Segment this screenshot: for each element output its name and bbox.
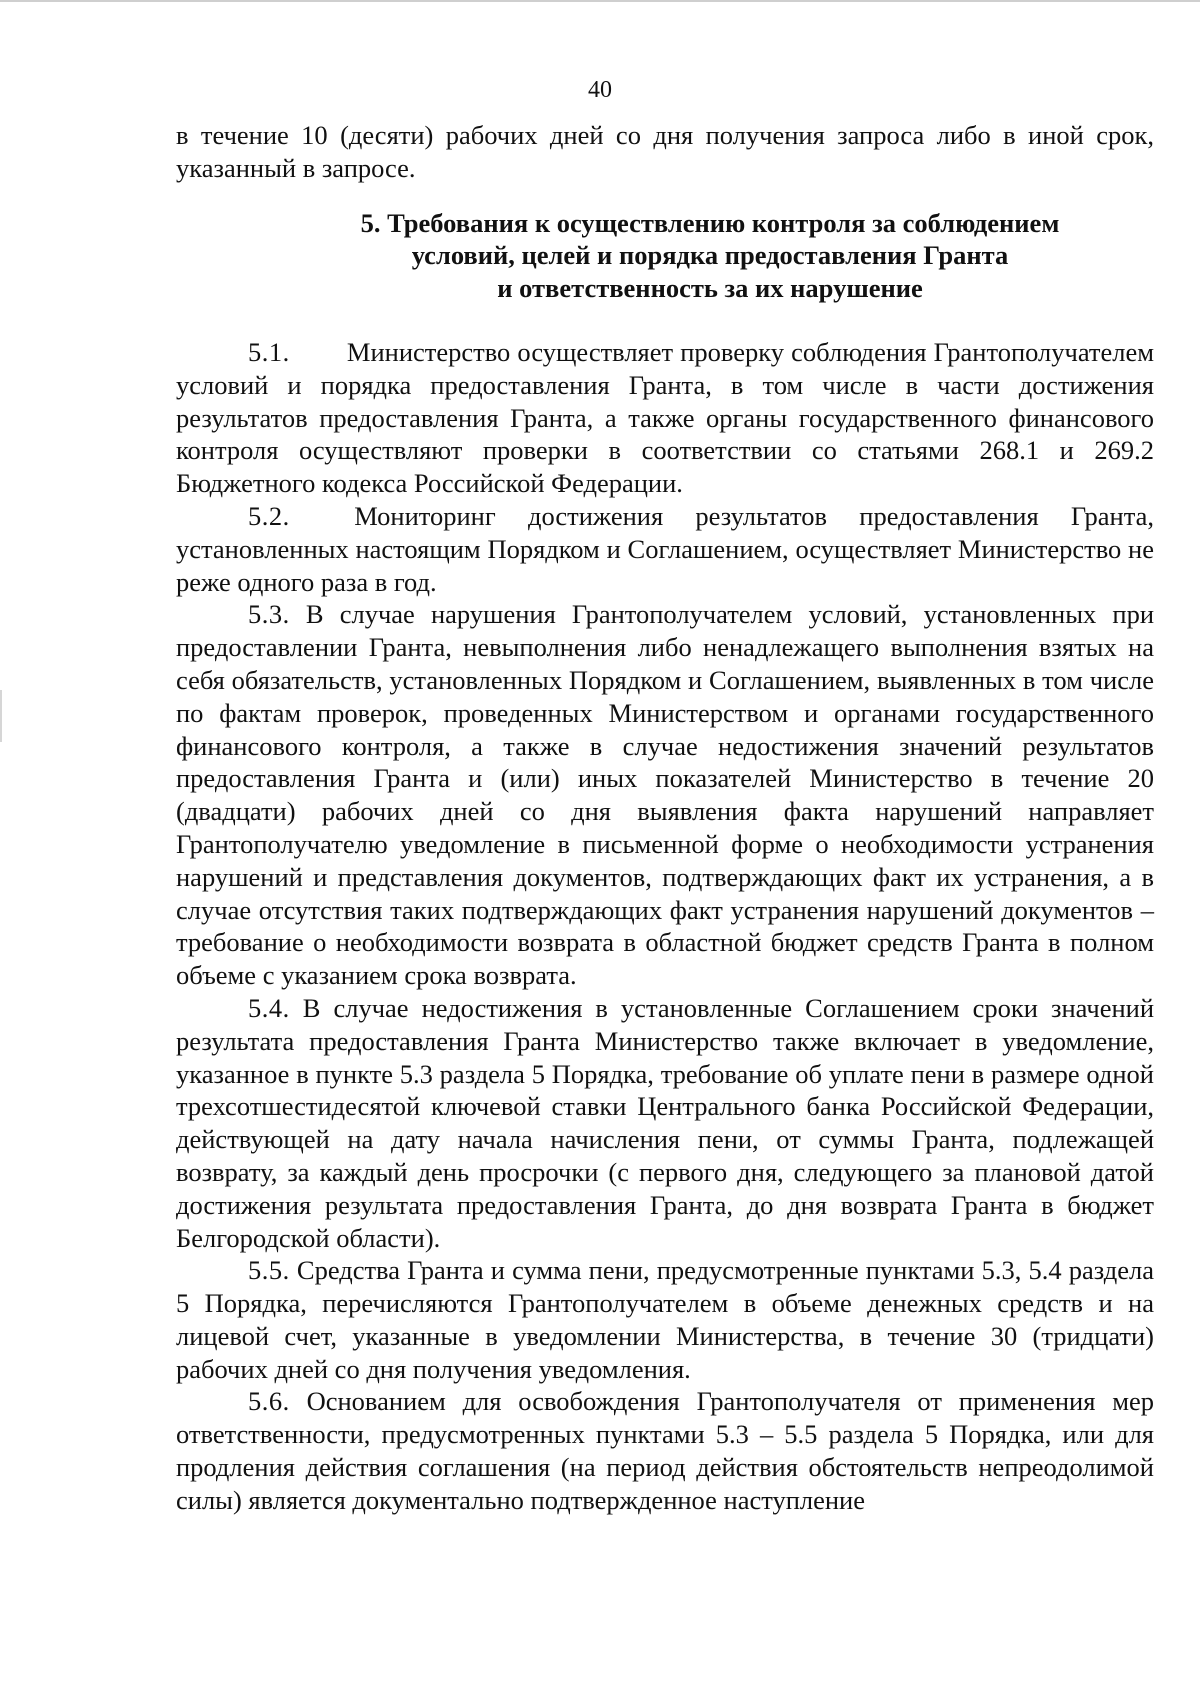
paragraph-number: 5.2. <box>248 500 290 531</box>
paragraph-text: В случае нарушения Грантополучателем условий, установленных при предоставлении Гранта, невыполнения либо ненадлежащего выполнения взятых на себя обязательств, установленных Порядком и Соглашением, выявленных в том числе по фактам проверок, проведенных Министерством и органами государственного финансового контроля, а также в случае недостижения значений результатов предоставления Гранта и (или) иных показателей Министерство в течение 20 (двадцати) рабочих дней со дня выявления факта нарушений направляет Грантополучателю уведомление в письменной форме о необходимости устранения нарушений и представления документов, подтверждающих факт их устранения, а в случае отсутствия таких подтверждающих факт устранения нарушений документов – требование о необходимости возврата в областной бюджет средств Гранта в полном объеме с указанием срока возврата. <box>176 599 1155 991</box>
scan-margin-mark <box>0 690 2 742</box>
paragraph-text: Министерство осуществляет проверку соблюдения Грантополучателем условий и порядка предоставления Гранта, в том числе в части достижения результатов предоставления Гранта, а также органы государственного финансового контроля осуществляют проверки в соответствии со статьями 268.1 и 269.2 Бюджетного кодекса Российской Федерации. <box>176 336 1154 499</box>
paragraph-number: 5.4. <box>248 992 290 1023</box>
paragraph-number: 5.6. <box>248 1386 290 1417</box>
paragraph-5-5 <box>176 1254 1154 1385</box>
paragraph-5-1 <box>176 336 1154 500</box>
section-heading-line: условий, целей и порядка предоставления Гранта <box>411 240 1009 271</box>
section-heading <box>176 207 1154 305</box>
document-body <box>176 119 1154 1517</box>
paragraph-5-2 <box>176 500 1154 598</box>
intro-paragraph: в течение 10 (десяти) рабочих дней со дня получения запроса либо в иной срок, указанный в запросе. <box>176 120 1154 183</box>
paragraph-5-6 <box>176 1385 1154 1516</box>
paragraph-5-4 <box>176 992 1154 1254</box>
scan-top-edge <box>0 0 1200 2</box>
paragraph-text: Основанием для освобождения Грантополучателя от применения мер ответственности, предусмотренных пунктами 5.3 – 5.5 раздела 5 Порядка, или для продления действия соглашения (на период действия обстоятельств непреодолимой силы) является документально подтвержденное наступление <box>176 1386 1155 1515</box>
paragraph-number: 5.1. <box>248 336 290 367</box>
paragraph-text: Средства Гранта и сумма пени, предусмотренные пунктами 5.3, 5.4 раздела 5 Порядка, перечисляются Грантополучателем в объеме денежных средств и на лицевой счет, указанные в уведомлении Министерства, в течение 30 (тридцати) рабочих дней со дня получения уведомления. <box>176 1255 1154 1384</box>
paragraph-5-3 <box>176 598 1154 992</box>
paragraph-text: Мониторинг достижения результатов предоставления Гранта, установленных настоящим Порядком и Соглашением, осуществляет Министерство не реже одного раза в год. <box>176 500 1155 597</box>
paragraph-text: В случае недостижения в установленные Соглашением сроки значений результата предоставления Гранта Министерство также включает в уведомление, указанное в пункте 5.3 раздела 5 Порядка, требование об уплате пени в размере одной трехсотшестидесятой ключевой ставки Центрального банка Российской Федерации, действующей на дату начала начисления пени, от суммы Гранта, подлежащей возврату, за каждый день просрочки (с первого дня, следующего за плановой датой достижения результата предоставления Гранта, до дня возврата Гранта в бюджет Белгородской области). <box>176 992 1154 1253</box>
paragraph-number: 5.3. <box>248 599 290 630</box>
page-number: 40 <box>588 77 612 103</box>
section-heading-line: и ответственность за их нарушение <box>497 273 923 304</box>
section-heading-line: 5. Требования к осуществлению контроля за соблюдением <box>360 207 1060 238</box>
paragraph-number: 5.5. <box>248 1255 290 1286</box>
